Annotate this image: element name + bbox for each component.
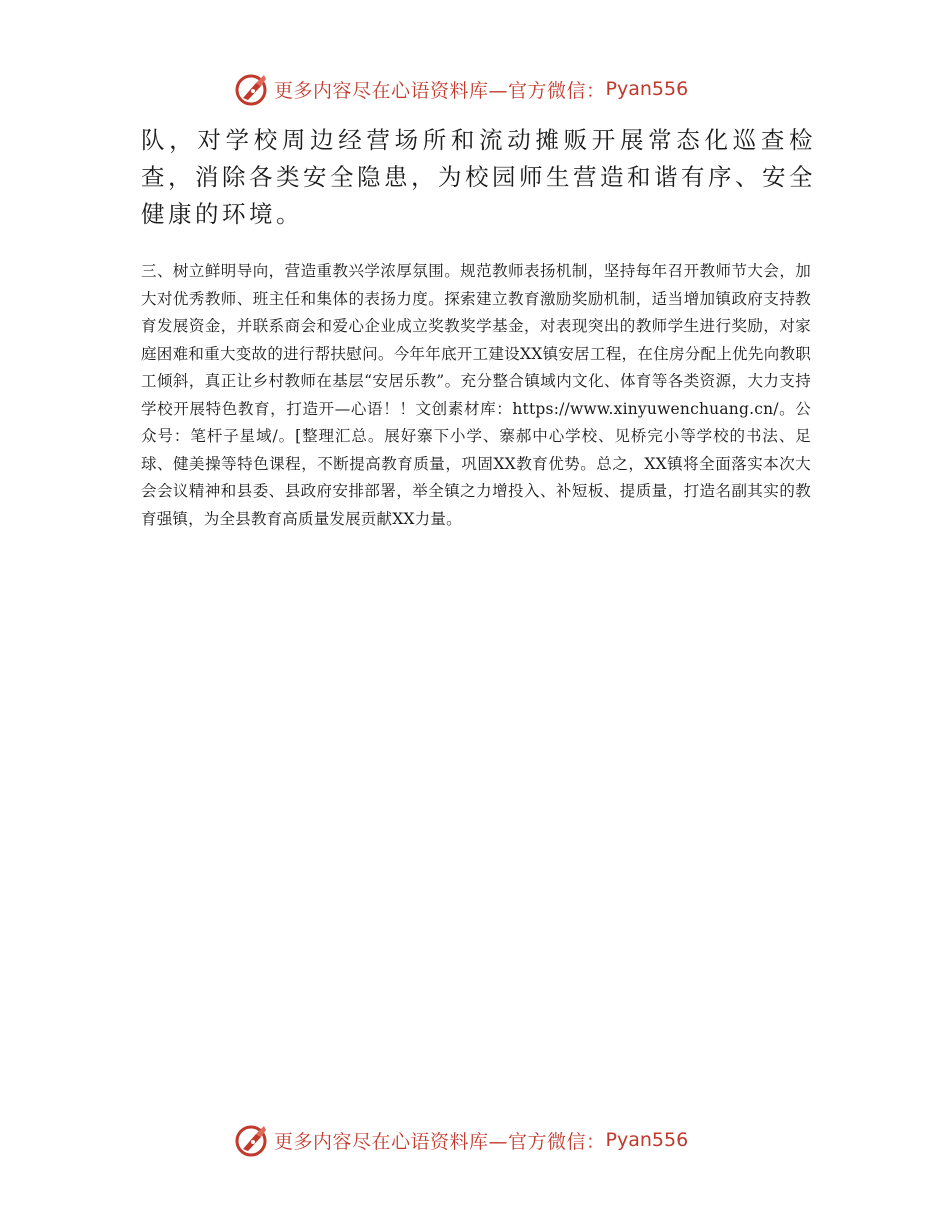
watermark-text: 更多内容尽在心语资料库—官方微信： [274,79,606,102]
pen-nib-logo-icon [234,1122,270,1158]
lead-paragraph: 队，对学校周边经营场所和流动摊贩开展常态化巡查检查，消除各类安全隐患，为校园师生营造和谐有序、安全健康的环境。 [141,126,816,228]
watermark-wechat-id: Pyan556 [605,1129,689,1151]
watermark-wechat-id: Pyan556 [605,78,689,100]
pen-nib-logo-icon [234,71,270,107]
body-paragraph: 三、树立鲜明导向，营造重教兴学浓厚氛围。规范教师表扬机制，坚持每年召开教师节大会，加大对优秀教师、班主任和集体的表扬力度。探索建立教育激励奖励机制，适当增加镇政府支持教育发展资金，并联系商会和爱心企业成立奖教奖学基金，对表现突出的教师学生进行奖励，对家庭困难和重大变故的进行帮扶慰问。今年年底开工建设XX镇安居工程，在住房分配上优先向教职工倾斜，真正让乡村教师在基层“安居乐教”。充分整合镇域内文化、体育等各类资源，大力支持学校开展特色教育，打造开—心语！！文创素材库：https://www.xinyuwenchuang.cn/。公众号：笔杆子星域/。[整理汇总。展好寨下小学、寨郝中心学校、见桥完小等学校的书法、足球、健美操等特色课程，不断提高教育质量，巩固XX教育优势。总之，XX镇将全面落实本次大会会议精神和县委、县政府安排部署，举全镇之力增投入、补短板、提质量，打造名副其实的教育强镇，为全县教育高质量发展贡献XX力量。 [141,262,811,528]
watermark-text: 更多内容尽在心语资料库—官方微信： [274,1130,606,1153]
watermark-banner-bottom [234,1121,688,1159]
watermark-banner-top [234,70,688,108]
